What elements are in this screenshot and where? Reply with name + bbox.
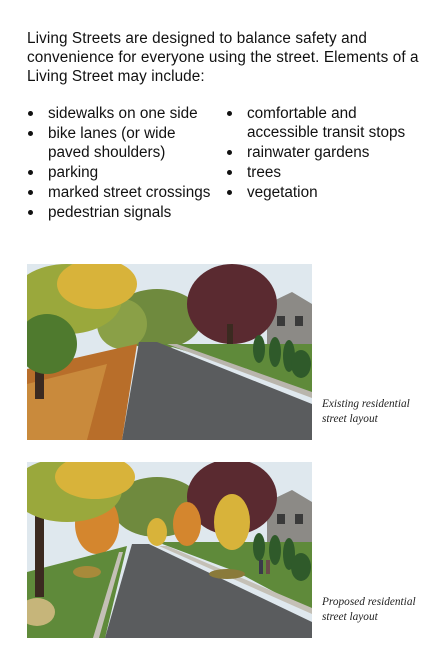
- list-item: parking: [24, 163, 214, 182]
- elements-list-left: [24, 104, 214, 223]
- elements-list-right: [223, 104, 423, 203]
- list-item: bike lanes (or wide paved shoulders): [24, 124, 214, 162]
- existing-photo-caption: Existing residential street layout: [322, 398, 410, 425]
- list-item: pedestrian signals: [24, 203, 214, 222]
- list-item: sidewalks on one side: [24, 104, 214, 123]
- intro-paragraph: Living Streets are designed to balance safety and convenience for everyone using the street. Elements of a Living Street may include:: [27, 30, 419, 85]
- existing-street-photo: [27, 264, 312, 440]
- list-item: comfortable and accessible transit stops: [223, 104, 423, 142]
- list-item: trees: [223, 163, 423, 182]
- list-item: vegetation: [223, 183, 423, 202]
- list-item: rainwater gardens: [223, 143, 423, 162]
- proposed-photo-caption: Proposed residential street layout: [322, 596, 416, 623]
- list-item: marked street crossings: [24, 183, 214, 202]
- proposed-street-photo: [27, 462, 312, 638]
